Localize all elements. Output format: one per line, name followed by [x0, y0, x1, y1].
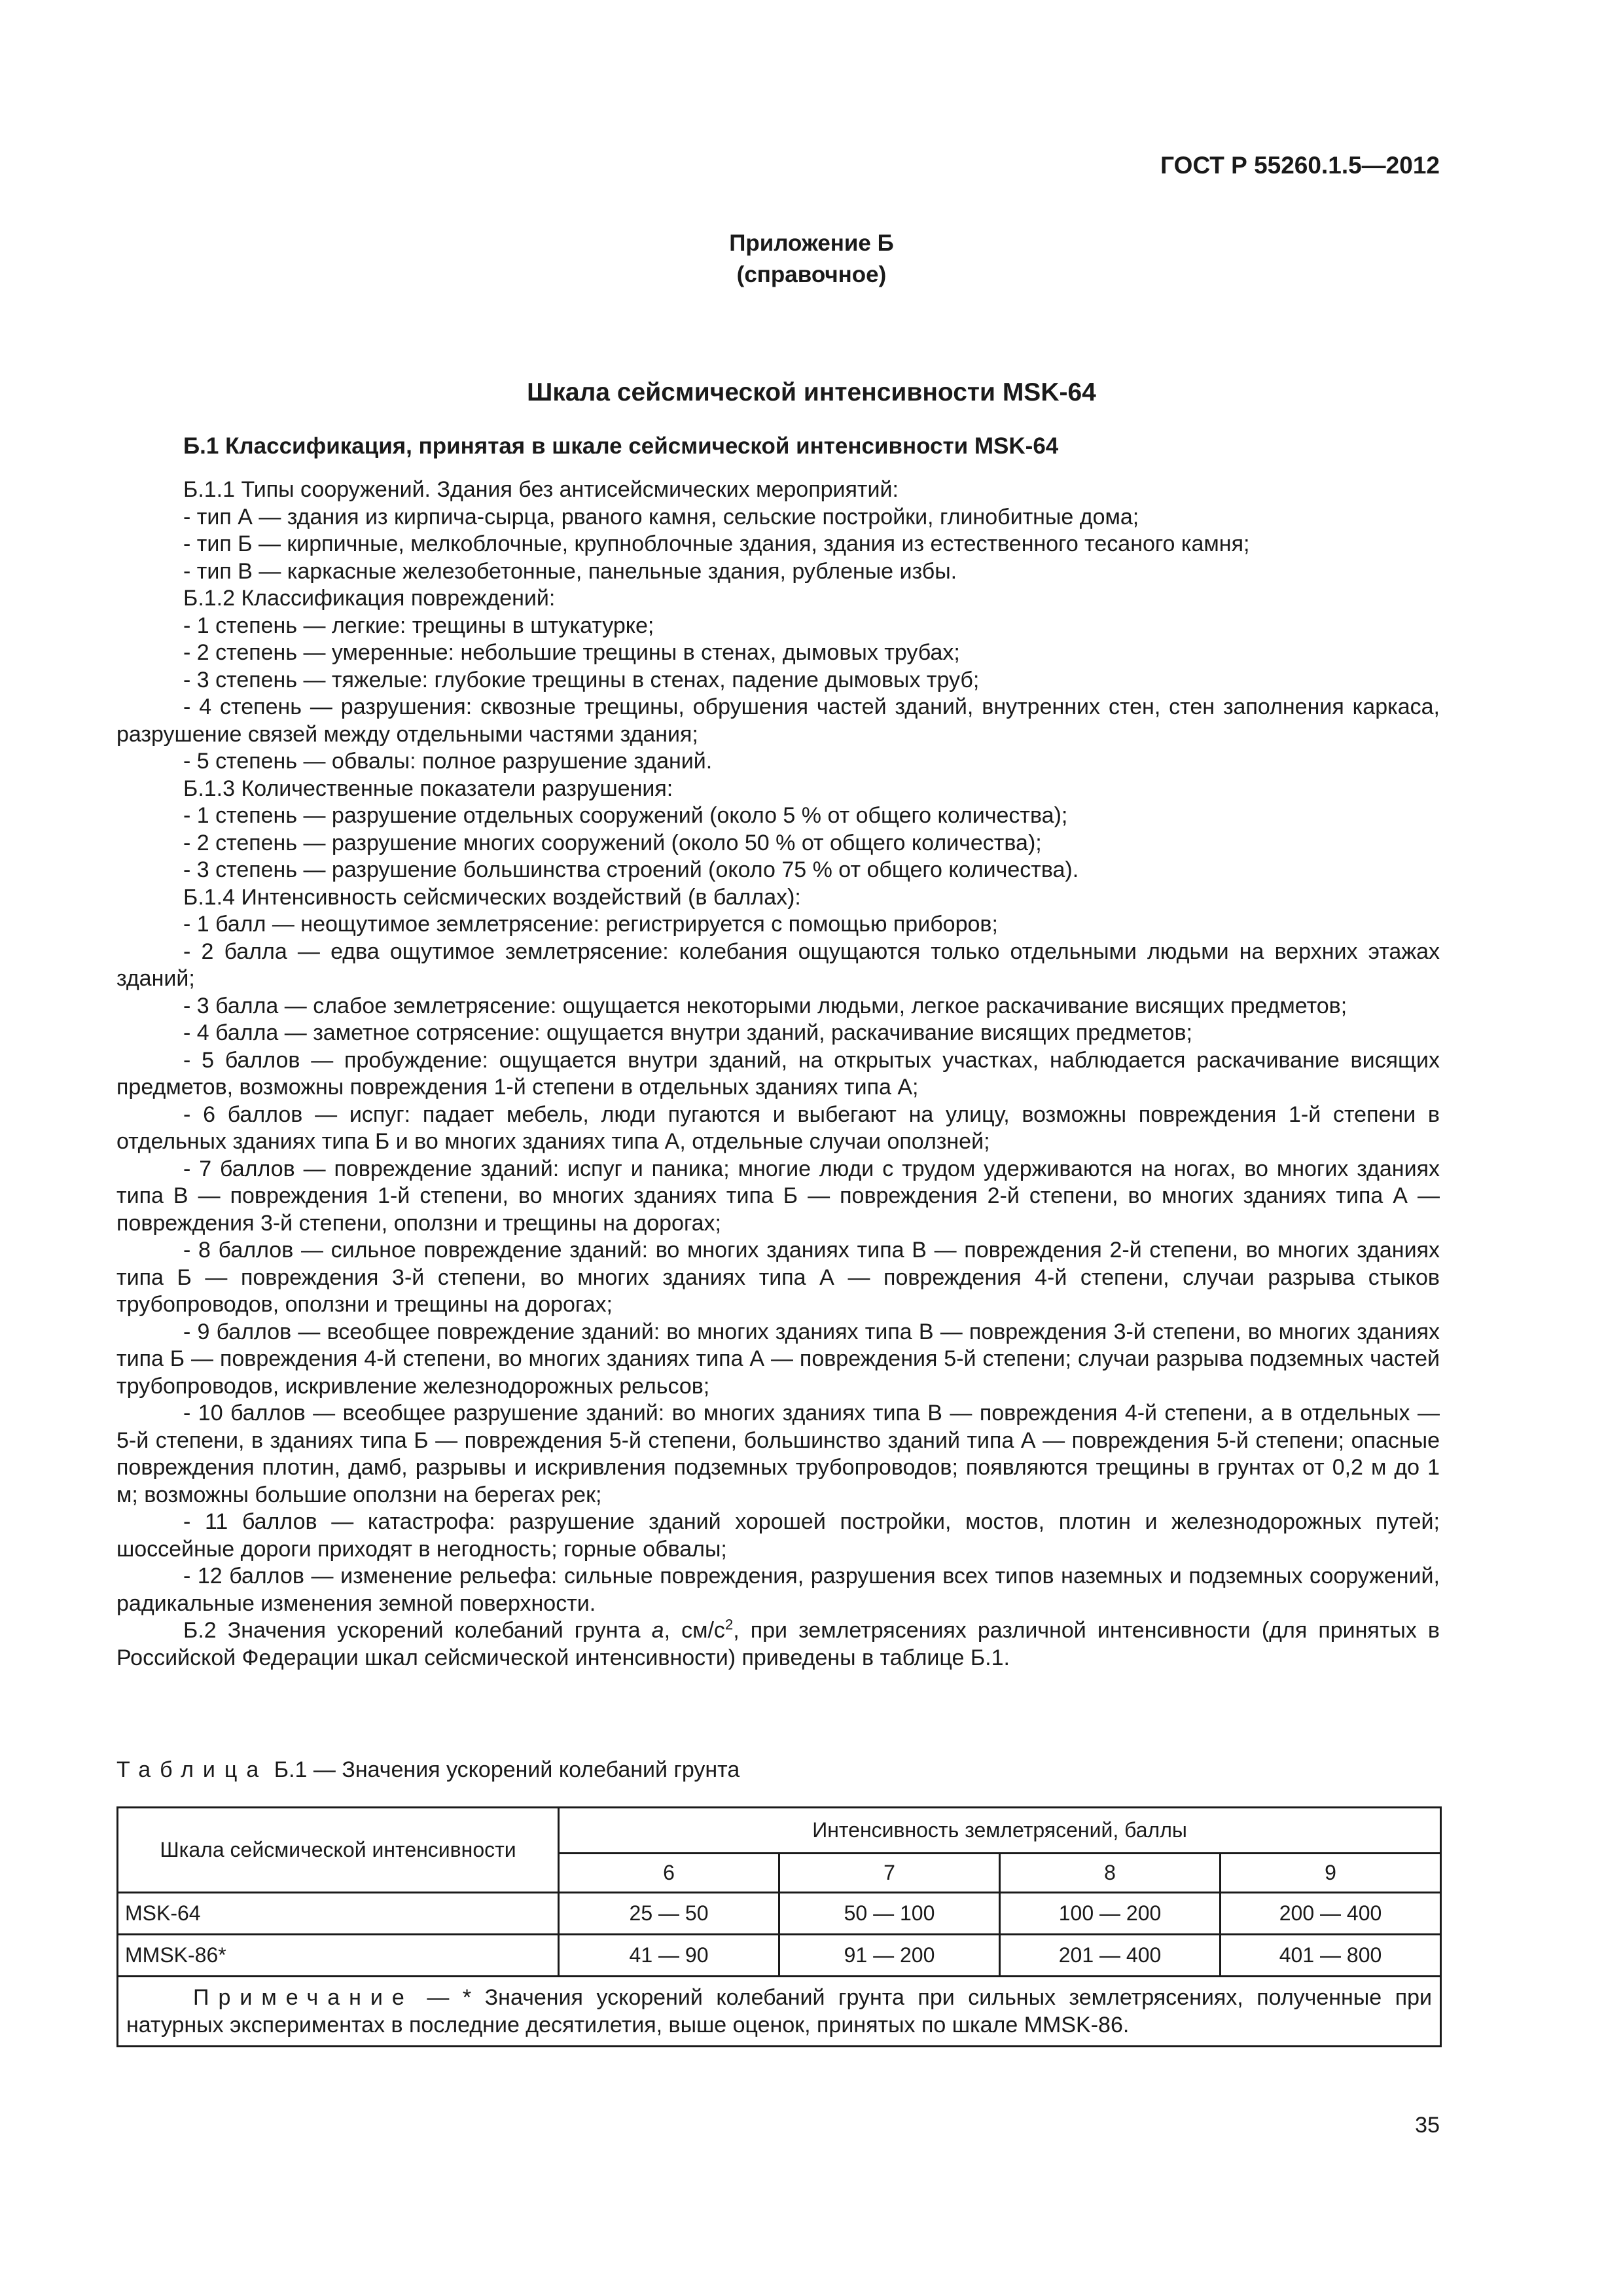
value-cell: 100 — 200	[1000, 1893, 1221, 1935]
value-cell: 200 — 400	[1221, 1893, 1441, 1935]
document-code: ГОСТ Р 55260.1.5—2012	[1160, 152, 1440, 179]
list-item: - 10 баллов — всеобщее разрушение зданий: во многих зданиях типа В — повреждения 4-й степени, а в отдельных — 5-й степени, в зданиях типа Б — повреждения 5-й степени, большинство зданий типа А — повреждения 5-й степени; опасные повреждения плотин, дамб, разрывы и искривления подземных трубопроводов; появляются трещины в грунтах от 0,2 м до 1 м; возможны большие оползни на берегах рек;	[116, 1401, 1440, 1507]
list-item: - 4 балла — заметное сотрясение: ощущается внутри зданий, раскачивание висящих предметов;	[183, 1020, 1192, 1045]
paragraph: Б.1.4 Интенсивность сейсмических воздействий (в баллах):	[183, 884, 801, 910]
paragraph: Б.1.2 Классификация повреждений:	[183, 586, 556, 611]
value-cell: 41 — 90	[559, 1935, 779, 1977]
note-text: — * Значения ускорений колебаний грунта при сильных землетрясениях, полученные при натурных экспериментах в последние десятилетия, выше оценок, принятых по шкале MMSK-86.	[126, 1985, 1433, 2037]
table-note	[118, 1977, 1441, 2047]
table-row	[118, 1935, 1441, 1977]
list-item: - 3 балла — слабое землетрясение: ощущается некоторыми людьми, легкое раскачивание висящих предметов;	[183, 993, 1347, 1018]
appendix-heading	[0, 228, 1623, 291]
value-cell: 401 — 800	[1221, 1935, 1441, 1977]
paragraph: Б.1.1 Типы сооружений. Здания без антисейсмических мероприятий:	[183, 477, 899, 502]
list-item: - 11 баллов — катастрофа: разрушение зданий хорошей постройки, мостов, плотин и железнодорожных путей; шоссейные дороги приходят в негодность; горные обвалы;	[116, 1509, 1440, 1562]
list-item: - 6 баллов — испуг: падает мебель, люди пугаются и выбегают на улицу, возможны повреждения 1-й степени в отдельных зданиях типа Б и во многих зданиях типа А, отдельные случаи оползней;	[116, 1102, 1440, 1154]
list-item: - 9 баллов — всеобщее повреждение зданий: во многих зданиях типа В — повреждения 3-й степени, во многих зданиях типа Б — повреждения 4-й степени, во многих зданиях типа А — повреждения 5-й степени; случаи разрыва подземных частей трубопроводов, искривление железнодорожных рельсов;	[116, 1319, 1440, 1399]
list-item: - 1 степень — разрушение отдельных сооружений (около 5 % от общего количества);	[183, 803, 1068, 828]
list-item: - 2 степень — умеренные: небольшие трещины в стенах, дымовых трубах;	[183, 640, 960, 665]
list-item: - 8 баллов — сильное повреждение зданий: во многих зданиях типа В — повреждения 2-й степени, во многих зданиях типа Б — повреждения 3-й степени, во многих зданиях типа А — повреждения 4-й степени, случаи разрыва стыков трубопроводов, оползни и трещины на дорогах;	[116, 1238, 1440, 1317]
scale-cell: MSK-64	[118, 1893, 559, 1935]
note-label: Примечание	[193, 1985, 414, 2010]
intensity-header: 7	[779, 1854, 1000, 1893]
intensity-group-header: Интенсивность землетрясений, баллы	[559, 1808, 1441, 1854]
value-cell: 91 — 200	[779, 1935, 1000, 1977]
intensity-header: 6	[559, 1854, 779, 1893]
list-item: - тип А — здания из кирпича-сырца, рваного камня, сельские постройки, глинобитные дома;	[183, 504, 1139, 529]
intensity-header: 8	[1000, 1854, 1221, 1893]
list-item: - 1 балл — неощутимое землетрясение: регистрируется с помощью приборов;	[183, 912, 998, 937]
value-cell: 25 — 50	[559, 1893, 779, 1935]
b2-unit: , см/с	[664, 1618, 725, 1643]
list-item: - 2 балла — едва ощутимое землетрясение: колебания ощущаются только отдельными людьми на верхних этажах зданий;	[116, 939, 1440, 991]
list-item: - 12 баллов — изменение рельефа: сильные повреждения, разрушения всех типов наземных и подземных сооружений, радикальные изменения земной поверхности.	[116, 1564, 1440, 1616]
value-cell: 201 — 400	[1000, 1935, 1221, 1977]
paragraph: Б.1.3 Количественные показатели разрушения:	[183, 776, 673, 801]
section-heading: Б.1 Классификация, принятая в шкале сейсмической интенсивности MSK-64	[183, 433, 1059, 459]
list-item: - 5 степень — обвалы: полное разрушение зданий.	[183, 749, 713, 774]
b2-symbol: a	[651, 1618, 664, 1643]
scale-cell: MMSK-86*	[118, 1935, 559, 1977]
list-item: - 2 степень — разрушение многих сооружений (около 50 % от общего количества);	[183, 830, 1042, 855]
acceleration-table	[116, 1806, 1442, 2047]
table-caption-label: Таблица	[116, 1757, 268, 1782]
table-caption	[116, 1757, 1425, 1783]
scale-column-header: Шкала сейсмической интенсивности	[118, 1808, 559, 1893]
paragraph-b2	[116, 1617, 1440, 1672]
list-item: - 4 степень — разрушения: сквозные трещины, обрушения частей зданий, внутренних стен, стен заполнения каркаса, разрушение связей между отдельными частями здания;	[116, 694, 1440, 747]
b2-text-end: , при землетрясениях различной интенсивности (для принятых в Российской Федерации шкал сейсмической интенсивности) приведены в таблице Б.1.	[116, 1618, 1440, 1670]
list-item: - 3 степень — разрушение большинства строений (около 75 % от общего количества).	[183, 857, 1079, 882]
list-item: - 7 баллов — повреждение зданий: испуг и паника; многие люди с трудом удерживаются на ногах, во многих зданиях типа В — повреждения 1-й степени, во многих зданиях типа Б — повреждения 2-й степени, во многих зданиях типа А — повреждения 3-й степени, оползни и трещины на дорогах;	[116, 1156, 1440, 1236]
table-note-row	[118, 1977, 1441, 2047]
value-cell: 50 — 100	[779, 1893, 1000, 1935]
list-item: - 1 степень — легкие: трещины в штукатурке;	[183, 613, 654, 638]
appendix-type: (справочное)	[736, 262, 887, 287]
b2-unit-power: 2	[724, 1616, 734, 1633]
table-caption-text: Б.1 — Значения ускорений колебаний грунта	[268, 1757, 740, 1782]
list-item: - 5 баллов — пробуждение: ощущается внутри зданий, на открытых участках, наблюдается раскачивание висящих предметов, возможны повреждения 1-й степени в отдельных зданиях типа А;	[116, 1047, 1440, 1100]
appendix-label: Приложение Б	[729, 230, 894, 256]
body-text	[116, 476, 1440, 1672]
list-item: - тип Б — кирпичные, мелкоблочные, крупноблочные здания, здания из естественного тесаного камня;	[183, 531, 1250, 556]
list-item: - тип В — каркасные железобетонные, панельные здания, рубленые избы.	[183, 558, 957, 584]
intensity-header: 9	[1221, 1854, 1441, 1893]
page-number: 35	[1415, 2113, 1440, 2138]
page-title: Шкала сейсмической интенсивности MSK-64	[527, 378, 1096, 406]
list-item: - 3 степень — тяжелые: глубокие трещины в стенах, падение дымовых труб;	[183, 667, 980, 692]
table-row	[118, 1893, 1441, 1935]
b2-text-start: Б.2 Значения ускорений колебаний грунта	[183, 1618, 652, 1643]
